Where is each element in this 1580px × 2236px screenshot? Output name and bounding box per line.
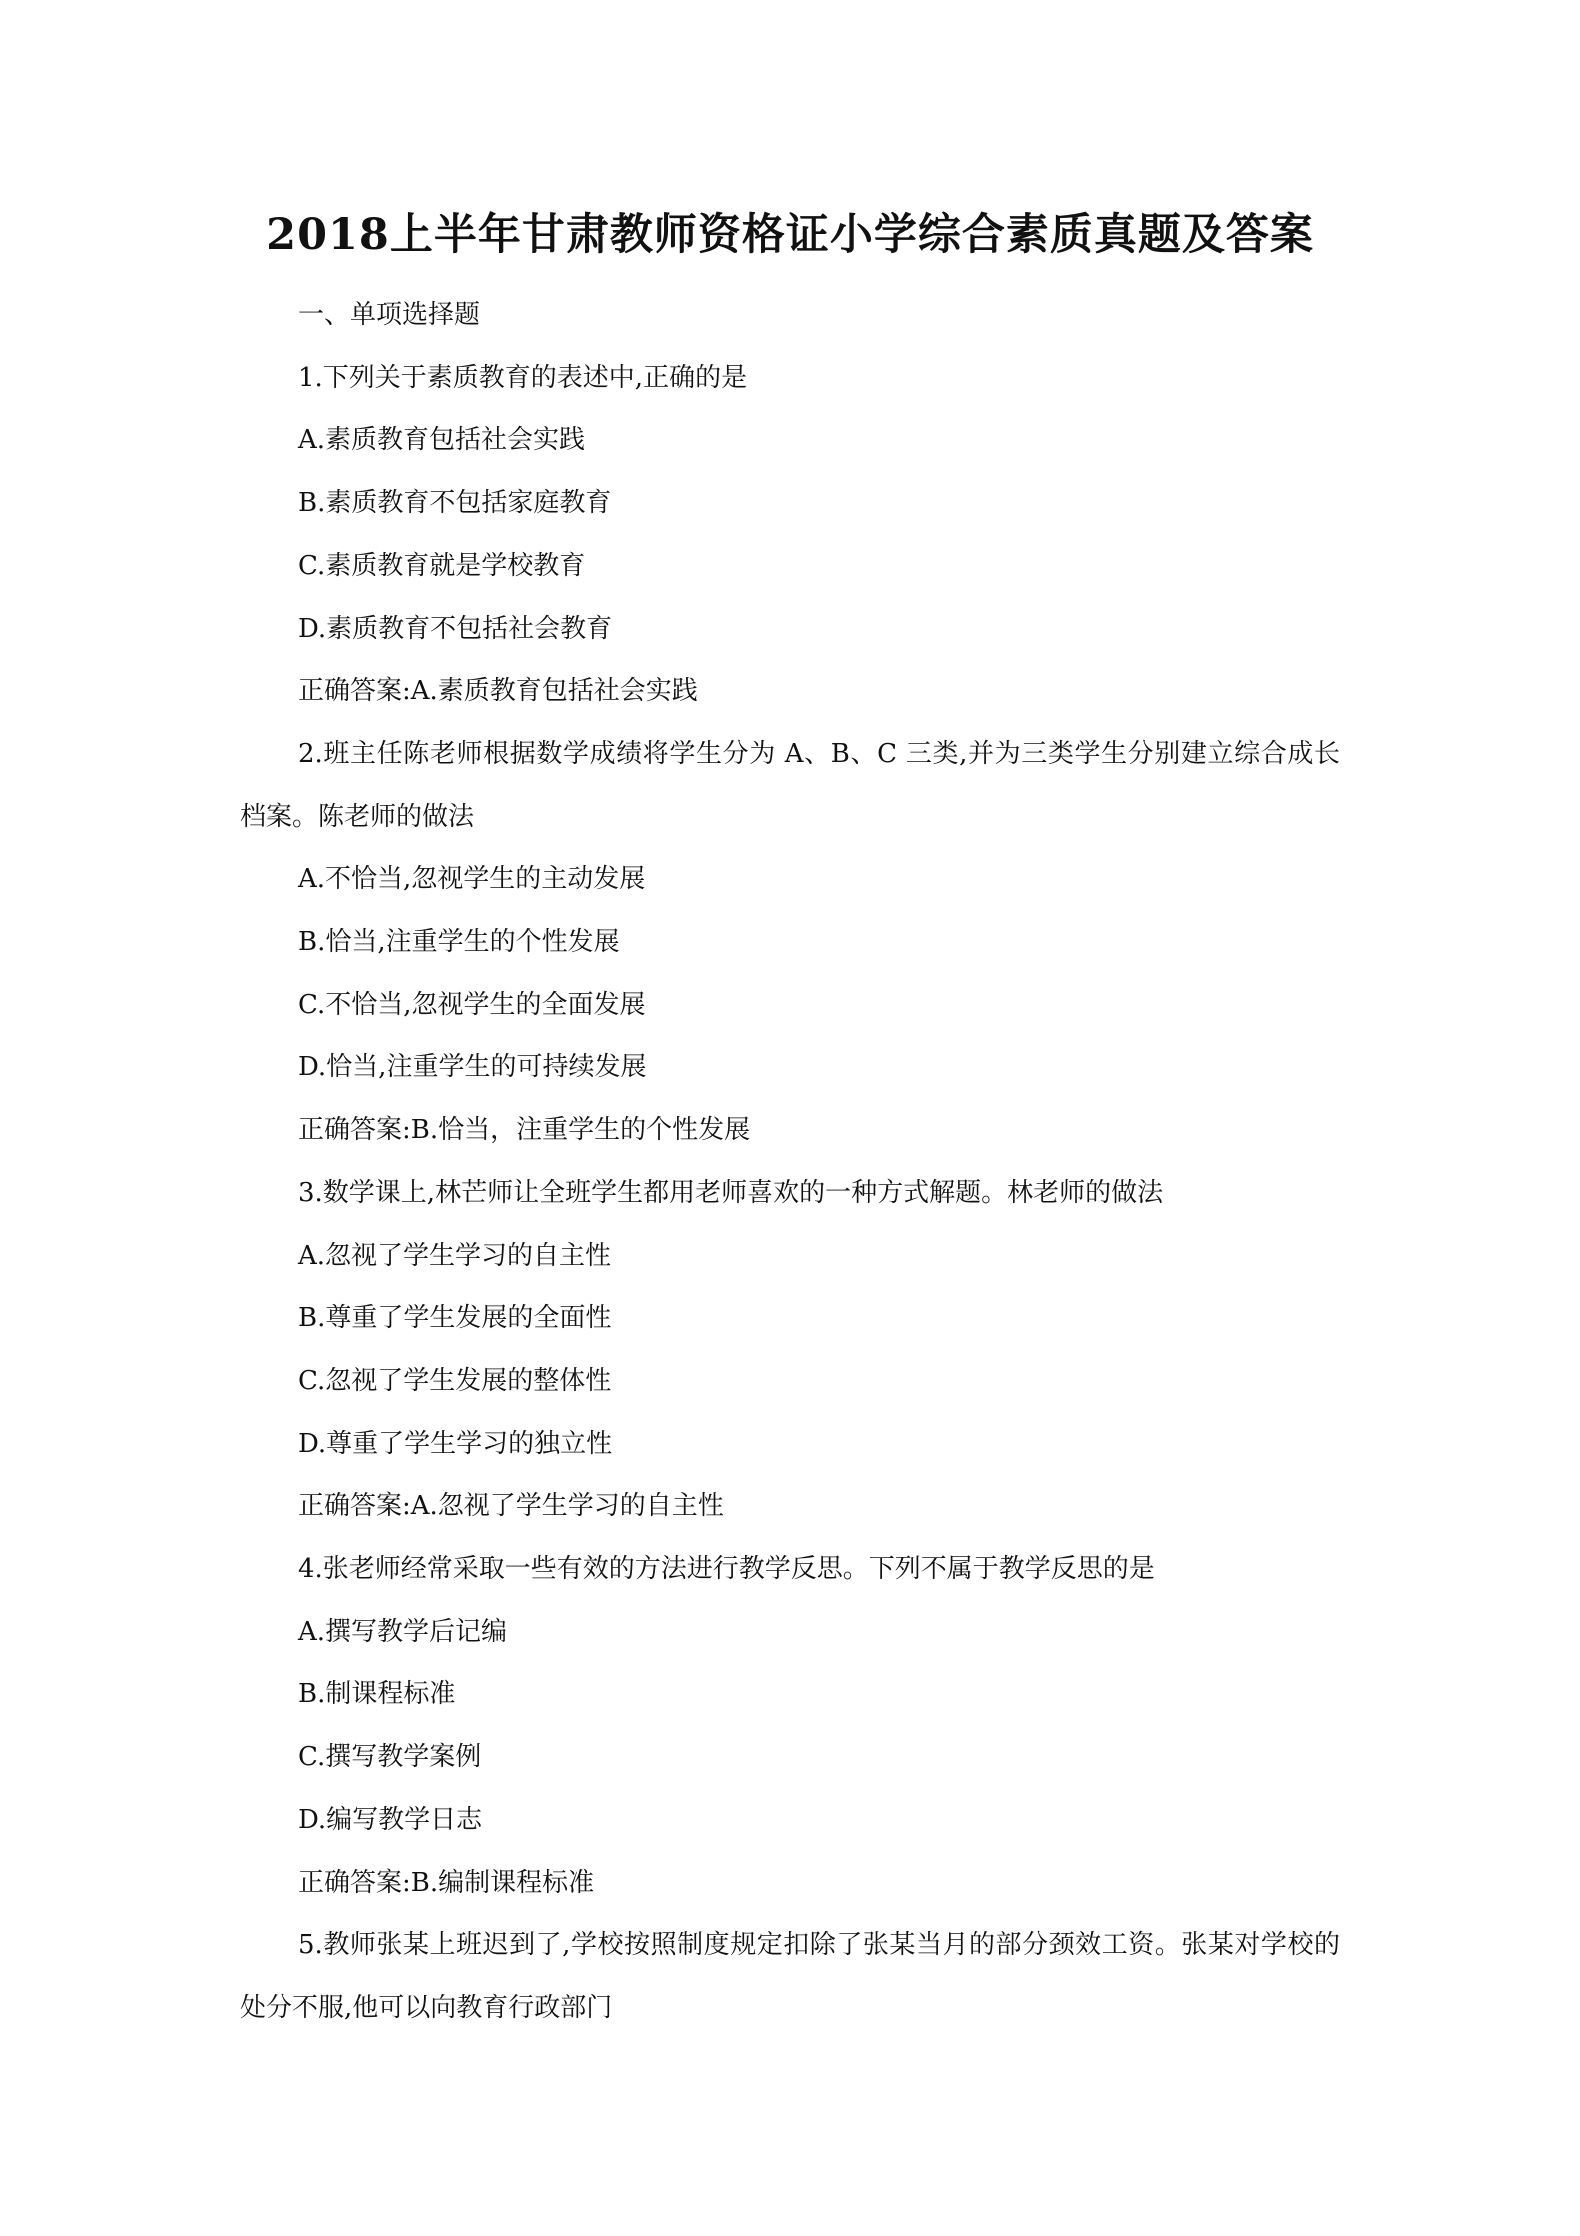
option-b: B.制课程标准 — [298, 1679, 456, 1710]
option-a: A.不恰当,忽视学生的主动发展 — [298, 864, 646, 895]
option-d: D.编写教学日志 — [298, 1804, 483, 1835]
option-b: B.素质教育不包括家庭教育 — [298, 488, 612, 519]
option-c: C.忽视了学生发展的整体性 — [298, 1365, 612, 1396]
option-a: A.忽视了学生学习的自主性 — [298, 1240, 612, 1271]
option-d: D.恰当,注重学生的可持续发展 — [298, 1052, 647, 1083]
option-c: C.素质教育就是学校教育 — [298, 550, 586, 581]
question-2: 2.班主任陈老师根据数学成绩将学生分为 A、B、C 三类,并为三类学生分别建立综合成长档案。陈老师的做法 — [240, 738, 1340, 832]
question-4: 4.张老师经常采取一些有效的方法进行教学反思。下列不属于教学反思的是 — [298, 1554, 1155, 1585]
question-5: 5.教师张某上班迟到了,学校按照制度规定扣除了张某当月的部分颈效工资。张某对学校的处分不服,他可以向教育行政部门 — [240, 1930, 1340, 2023]
option-b: B.尊重了学生发展的全面性 — [298, 1303, 612, 1334]
question-1: 1.下列关于素质教育的表述中,正确的是 — [298, 362, 748, 393]
option-a: A.素质教育包括社会实践 — [298, 425, 586, 456]
answer-3: 正确答案:A.忽视了学生学习的自主性 — [298, 1491, 724, 1522]
option-b: B.恰当,注重学生的个性发展 — [298, 927, 620, 958]
option-d: D.尊重了学生学习的独立性 — [298, 1428, 613, 1459]
option-d: D.素质教育不包括社会教育 — [298, 613, 613, 644]
document-body — [240, 284, 1340, 2040]
section-heading: 一、单项选择题 — [298, 300, 481, 330]
answer-1: 正确答案:A.素质教育包括社会实践 — [298, 676, 698, 707]
option-c: C.撰写教学案例 — [298, 1742, 482, 1773]
document-title: 2018上半年甘肃教师资格证小学综合素质真题及答案 — [266, 210, 1314, 260]
option-c: C.不恰当,忽视学生的全面发展 — [298, 989, 646, 1020]
option-a: A.撰写教学后记编 — [298, 1616, 508, 1647]
question-3: 3.数学课上,林芒师让全班学生都用老师喜欢的一种方式解题。林老师的做法 — [298, 1177, 1164, 1208]
answer-4: 正确答案:B.编制课程标准 — [298, 1867, 595, 1898]
answer-2: 正确答案:B.恰当，注重学生的个性发展 — [298, 1115, 751, 1146]
